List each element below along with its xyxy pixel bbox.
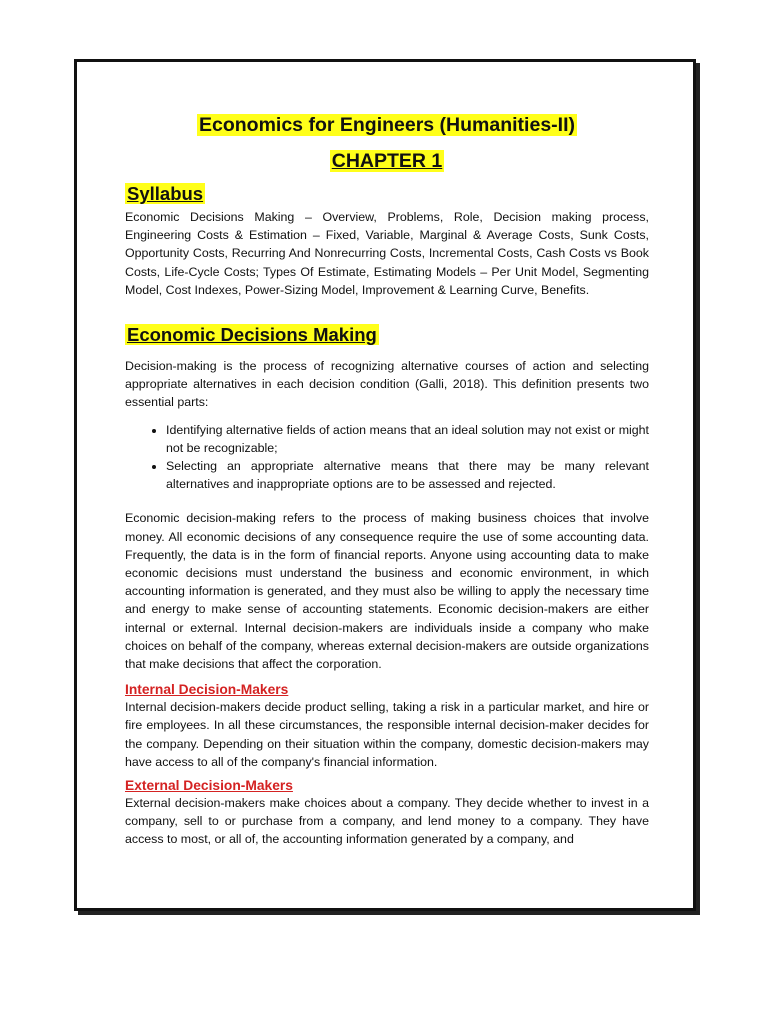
decision-parts-list	[125, 421, 649, 494]
syllabus-text: Economic Decisions Making – Overview, Problems, Role, Decision making process, Engineering Costs & Estimation – Fixed, Variable, Marginal & Average Costs, Sunk Costs, Opportunity Costs, Recurring And Nonrecurring Costs, Incremental Costs, Cash Costs vs Book Costs, Life-Cycle Costs; Types Of Estimate, Estimating Models – Per Unit Model, Segmenting Model, Cost Indexes, Power-Sizing Model, Improvement & Learning Curve, Benefits.	[125, 210, 649, 297]
syllabus-heading	[125, 182, 649, 206]
list-item: • Identifying alternative fields of action means that an ideal solution may not exist or might not be recognizable;	[166, 421, 649, 457]
document-content	[125, 112, 649, 849]
external-decision-makers-text: External decision-makers make choices about a company. They decide whether to invest in a company, sell to or purchase from a company, and lend money to a company. They have access to most, or all of, the accounting information generated by a company, and	[125, 796, 649, 847]
economic-decisions-heading	[125, 323, 649, 347]
internal-decision-makers-text: Internal decision-makers decide product selling, taking a risk in a particular market, and hire or fire employees. In all these circumstances, the responsible internal decision-maker decides for the company. Depending on their situation within the company, domestic decision-makers may have access to all of the company's financial information.	[125, 700, 649, 769]
economic-decision-paragraph: Economic decision-making refers to the process of making business choices that involve money. All economic decisions of any consequence require the use of some accounting data. Frequently, the data is in the form of financial reports. Anyone using accounting data to make economic decisions must understand the business and economic environment, in which accounting information is generated, and they must also be willing to apply the necessary time and energy to make sense of accounting statements. Economic decision-makers are either internal or external. Internal decision-makers are individuals inside a company who make choices on behalf of the company, whereas external decision-makers are outside organizations that make decisions that affect the corporation.	[125, 511, 649, 672]
document-title	[125, 112, 649, 138]
document-page	[74, 59, 696, 911]
chapter-heading-text: CHAPTER 1	[331, 150, 443, 172]
external-decision-makers-heading: External Decision-Makers	[125, 778, 293, 794]
decision-making-intro: Decision-making is the process of recognizing alternative courses of action and selecting appropriate alternatives in each decision condition (Galli, 2018). This definition presents two essential parts:	[125, 359, 649, 410]
document-title-text: Economics for Engineers (Humanities-II)	[199, 114, 575, 136]
list-item: • Selecting an appropriate alternative means that there may be many relevant alternatives and inappropriate options are to be assessed and rejected.	[166, 457, 649, 493]
chapter-heading	[125, 148, 649, 174]
internal-decision-makers-heading: Internal Decision-Makers	[125, 682, 289, 698]
syllabus-heading-text: Syllabus	[127, 183, 204, 204]
economic-decisions-heading-text: Economic Decisions Making	[127, 324, 377, 346]
